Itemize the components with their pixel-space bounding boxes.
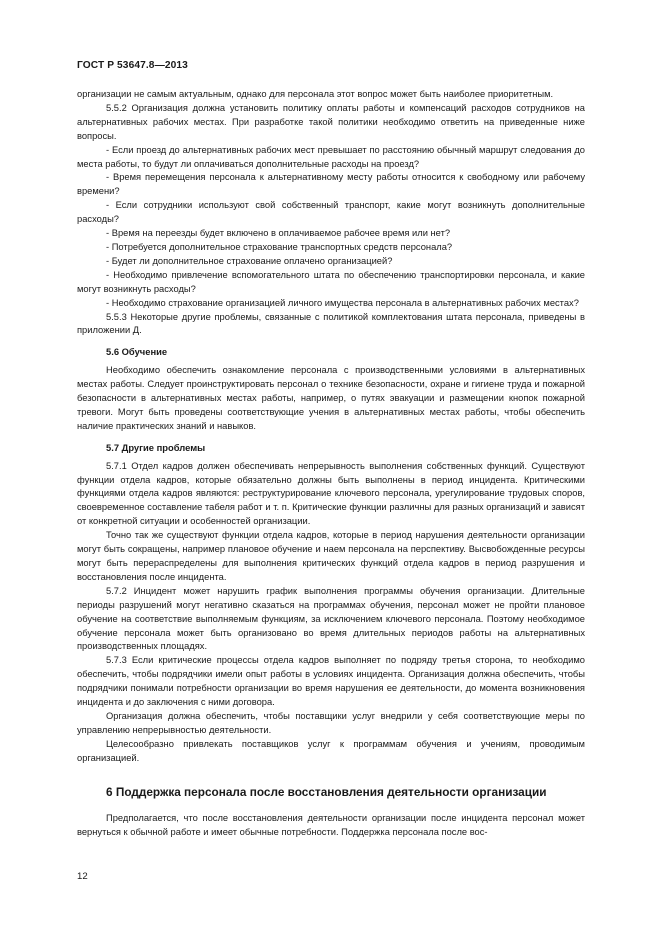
paragraph-5-6: Необходимо обеспечить ознакомление персонала с производственными условиями в альтернативных местах работы. Следует проинструктировать персонал о технике безопасности, охране и гигиене труда и пожарной безопасности в альтернативных местах работы, например, о путях эвакуации и размещении кнопок пожарной тревоги. Могут быть проведены соответствующие учения в альтернативных местах работы, чтобы обеспечить наличие практических знаний и навыков. [77, 365, 585, 431]
paragraph: Целесообразно привлекать поставщиков услуг к программам обучения и учениям, проводимым организацией. [77, 738, 585, 763]
section-heading-5-7: 5.7 Другие проблемы [106, 441, 206, 453]
paragraph-5-5-2: 5.5.2 Организация должна установить политику оплаты работы и компенсаций расходов сотрудников на альтернативных рабочих местах. При разработке такой политики необходимо ответить на приведенные ниже вопросы. [77, 102, 585, 141]
paragraph-5-7-1: 5.7.1 Отдел кадров должен обеспечивать непрерывность выполнения собственных функций. Существуют функции отдела кадров, которые обязательно должны быть выполнены в период инцидента. Критическими функциями отдела кадров являются: реструктурирование ключевого персонала, урегулирование трудовых споров, своевременное составление табеля работ и т. п. Критические функции различны для разных организаций и зависят от конкретной ситуации и особенностей организации. [77, 460, 585, 527]
document-header: ГОСТ Р 53647.8—2013 [77, 60, 188, 71]
paragraph-5-7-3: 5.7.3 Если критические процессы отдела кадров выполняет по подряду третья сторона, то необходимо обеспечить, чтобы подрядчики имели опыт работы в условиях инцидента. Организация должна обеспечить, чтобы подрядчики понимали потребности организации во время нарушения ее деятельности, до момента возникновения инцидента и до заключения с ними договора. [77, 655, 585, 708]
paragraph-continuation: организации не самым актуальным, однако для персонала этот вопрос может быть наиболее приоритетным. [77, 89, 554, 99]
list-item: - Время перемещения персонала к альтернативному месту работы относится к свободному или рабочему времени? [77, 172, 585, 197]
list-item: - Необходимо привлечение вспомогательного штата по обеспечению транспортировки персонала, и какие могут возникнуть расходы? [77, 269, 585, 294]
list-item: - Будет ли дополнительное страхование оплачено организацией? [106, 255, 393, 266]
paragraph-6: Предполагается, что после восстановления деятельности организации после инцидента персонал может вернуться к обычной работе и имеет обычные потребности. Поддержка персонала после вос- [77, 812, 585, 837]
section-heading-6: 6 Поддержка персонала после восстановления деятельности организации [106, 784, 547, 799]
paragraph: Точно так же существуют функции отдела кадров, которые в период нарушения деятельности организации могут быть сокращены, например плановое обучение и наем персонала на перспективу. Высвобожденные ресурсы могут быть перераспределены для выполнения критических функций отдела кадров в период разрушения и восстановления после инцидента. [77, 530, 585, 582]
page-number: 12 [77, 871, 88, 882]
list-item: - Если проезд до альтернативных рабочих мест превышает по расстоянию обычный маршрут следования до места работы, то будут ли оплачиваться дополнительные расходы на проезд? [77, 144, 585, 169]
list-item: - Время на переезды будет включено в оплачиваемое рабочее время или нет? [106, 228, 451, 239]
paragraph-5-5-3: 5.5.3 Некоторые другие проблемы, связанные с политикой комплектования штата персонала, приведены в приложении Д. [77, 311, 585, 336]
paragraph-5-7-2: 5.7.2 Инцидент может нарушить график выполнения программы обучения организации. Длительные периоды разрушений могут негативно сказаться на программах обучения, персонал может не пройти плановое обучение на соответствие выполняемым функциям, за исключением ключевого персонала. Поэтому необходимое обучение персонала может быть организовано во время длительных периодов работы на альтернативных производственных площадях. [77, 585, 585, 652]
section-heading-5-6: 5.6 Обучение [106, 346, 168, 358]
paragraph: Организация должна обеспечить, чтобы поставщики услуг внедрили у себя соответствующие меры по управлению непрерывностью деятельности. [77, 710, 585, 735]
list-item: - Необходимо страхование организацией личного имущества персонала в альтернативных рабочих местах? [106, 297, 579, 308]
list-item: - Если сотрудники используют свой собственный транспорт, какие могут возникнуть дополнительные расходы? [77, 200, 585, 225]
document-body [77, 88, 585, 839]
list-item: - Потребуется дополнительное страхование транспортных средств персонала? [106, 241, 453, 252]
